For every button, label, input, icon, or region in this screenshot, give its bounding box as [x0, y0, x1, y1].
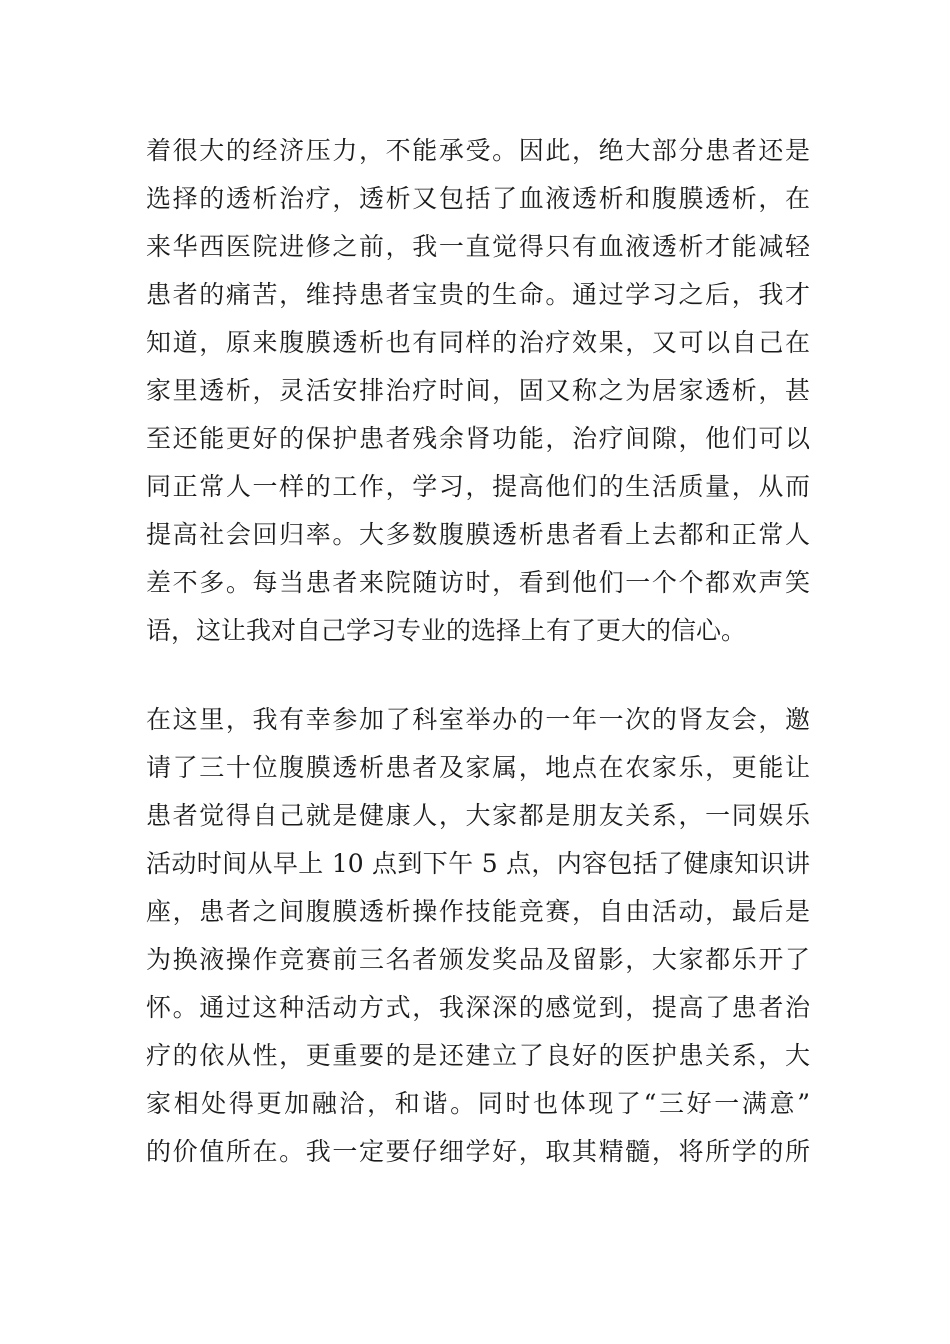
text-line: 座，患者之间腹膜透析操作技能竞赛，自由活动，最后是: [146, 897, 810, 926]
text-line: 怀。通过这种活动方式，我深深的感觉到，提高了患者治: [146, 993, 810, 1022]
paragraph-kidney-friends-meeting: [146, 696, 810, 1176]
text-line: 至还能更好的保护患者残余肾功能，治疗间隙，他们可以: [146, 424, 810, 453]
text-line: 活动时间从早上 10 点到下午 5 点，内容包括了健康知识讲: [146, 849, 810, 878]
text-line: 患者的痛苦，维持患者宝贵的生命。通过学习之后，我才: [146, 280, 810, 309]
text-line: 提高社会回归率。大多数腹膜透析患者看上去都和正常人: [146, 520, 810, 549]
paragraph-dialysis-choice: [146, 127, 810, 655]
text-line: 的价值所在。我一定要仔细学好，取其精髓，将所学的所: [146, 1137, 810, 1166]
text-line: 请了三十位腹膜透析患者及家属，地点在农家乐，更能让: [146, 753, 810, 782]
text-line: 来华西医院进修之前，我一直觉得只有血液透析才能减轻: [146, 232, 810, 261]
text-line: 疗的依从性，更重要的是还建立了良好的医护患关系，大: [146, 1041, 810, 1070]
text-line: 家相处得更加融洽，和谐。同时也体现了“三好一满意”: [146, 1089, 810, 1118]
text-line: 同正常人一样的工作，学习，提高他们的生活质量，从而: [146, 472, 810, 501]
text-line: 差不多。每当患者来院随访时，看到他们一个个都欢声笑: [146, 568, 810, 597]
text-line: 语，这让我对自己学习专业的选择上有了更大的信心。: [146, 616, 747, 645]
text-line: 家里透析，灵活安排治疗时间，固又称之为居家透析，甚: [146, 376, 810, 405]
text-line: 在这里，我有幸参加了科室举办的一年一次的肾友会，邀: [146, 705, 810, 734]
text-line: 知道，原来腹膜透析也有同样的治疗效果，又可以自己在: [146, 328, 810, 357]
text-line: 为换液操作竞赛前三名者颁发奖品及留影，大家都乐开了: [146, 945, 810, 974]
text-line: 着很大的经济压力，不能承受。因此，绝大部分患者还是: [146, 136, 810, 165]
text-line: 患者觉得自己就是健康人，大家都是朋友关系，一同娱乐: [146, 801, 810, 830]
text-line: 选择的透析治疗，透析又包括了血液透析和腹膜透析，在: [146, 184, 810, 213]
